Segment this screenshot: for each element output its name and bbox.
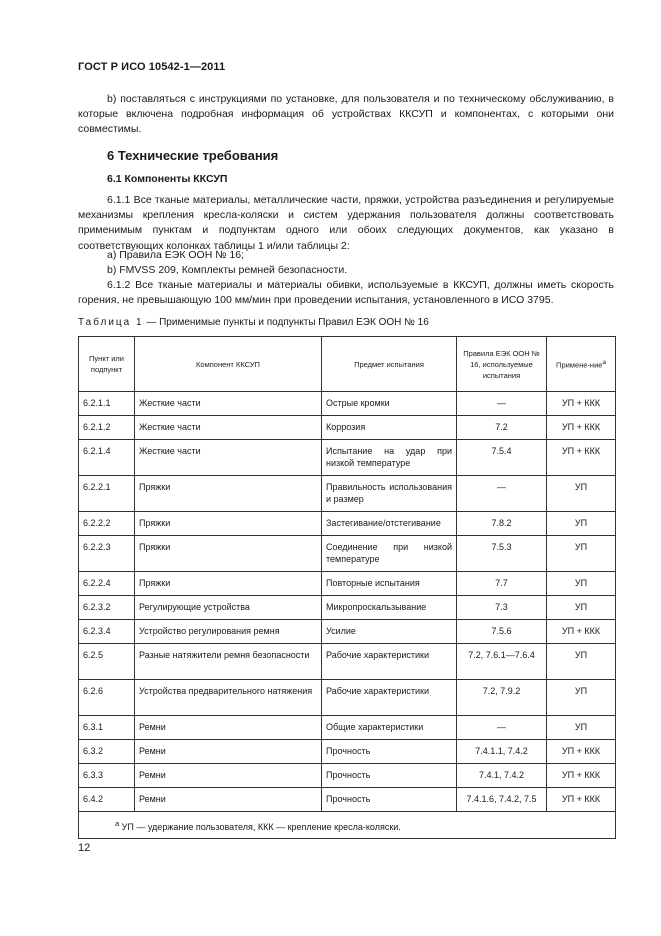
intro-paragraph: b) поставляться с инструкциями по установке, для пользователя и по техническому обслуживанию, в которые включена подробная информация об устройствах ККСУП и компонентах, с которыми они совместимы. <box>78 93 614 136</box>
cell-clause: 6.2.6 <box>79 680 135 716</box>
cell-component: Жесткие части <box>135 416 322 440</box>
cell-rules: 7.8.2 <box>457 512 547 536</box>
cell-application: УП + ККК <box>547 392 616 416</box>
cell-rules: — <box>457 392 547 416</box>
cell-application: УП + ККК <box>547 440 616 476</box>
cell-rules: 7.7 <box>457 572 547 596</box>
cell-clause: 6.2.1.4 <box>79 440 135 476</box>
cell-application: УП <box>547 476 616 512</box>
cell-test: Испытание на удар при низкой температуре <box>322 440 457 476</box>
table-footnote-row <box>79 812 616 839</box>
header-application-sup: a <box>602 359 606 367</box>
table-caption-prefix: Таблица 1 <box>78 317 144 328</box>
cell-test: Усилие <box>322 620 457 644</box>
cell-component: Разные натяжители ремня безопасности <box>135 644 322 680</box>
cell-rules: 7.5.6 <box>457 620 547 644</box>
footnote-text: УП — удержание пользователя, ККК — крепление кресла-коляски. <box>119 821 401 832</box>
cell-clause: 6.2.2.4 <box>79 572 135 596</box>
cell-component: Регулирующие устройства <box>135 596 322 620</box>
cell-application: УП + ККК <box>547 620 616 644</box>
table-row <box>79 572 616 596</box>
cell-test: Микропроскальзывание <box>322 596 457 620</box>
cell-clause: 6.3.1 <box>79 716 135 740</box>
table-row <box>79 740 616 764</box>
table-row <box>79 476 616 512</box>
cell-clause: 6.2.3.4 <box>79 620 135 644</box>
cell-rules: 7.2 <box>457 416 547 440</box>
header-rules: Правила ЕЭК ООН № 16, используемые испытания <box>457 337 547 392</box>
cell-component: Пряжки <box>135 572 322 596</box>
cell-test: Рабочие характеристики <box>322 644 457 680</box>
cell-component: Пряжки <box>135 512 322 536</box>
list-item-b: b) FMVSS 209, Комплекты ремней безопасности. <box>107 264 348 276</box>
table-row <box>79 680 616 716</box>
cell-rules: 7.2, 7.9.2 <box>457 680 547 716</box>
cell-clause: 6.2.1.1 <box>79 392 135 416</box>
cell-application: УП + ККК <box>547 764 616 788</box>
table-row <box>79 416 616 440</box>
cell-application: УП <box>547 536 616 572</box>
cell-application: УП <box>547 596 616 620</box>
cell-application: УП <box>547 716 616 740</box>
cell-component: Ремни <box>135 740 322 764</box>
table-row <box>79 620 616 644</box>
table-row <box>79 788 616 812</box>
cell-test: Общие характеристики <box>322 716 457 740</box>
cell-test: Прочность <box>322 788 457 812</box>
cell-component: Ремни <box>135 788 322 812</box>
cell-component: Устройства предварительного натяжения <box>135 680 322 716</box>
cell-component: Устройство регулирования ремня <box>135 620 322 644</box>
cell-rules: 7.3 <box>457 596 547 620</box>
header-clause: Пункт или подпункт <box>79 337 135 392</box>
cell-test: Прочность <box>322 764 457 788</box>
cell-rules: — <box>457 476 547 512</box>
table-row <box>79 716 616 740</box>
cell-clause: 6.2.2.1 <box>79 476 135 512</box>
cell-rules: 7.2, 7.6.1—7.6.4 <box>457 644 547 680</box>
table-row <box>79 764 616 788</box>
header-application-text: Примене-ние <box>556 360 603 370</box>
paragraph-6-1-1: 6.1.1 Все тканые материалы, металлические части, пряжки, устройства разъединения и регулируемые механизмы крепления кресла-коляски и систем удержания пользователя должны соответствовать применимым пунктам и подпунктам одного или обоих следующих документов, как указано в соответствующих колонках таблицы 1 и/или таблицы 2: <box>78 194 614 252</box>
cell-component: Жесткие части <box>135 440 322 476</box>
cell-test: Соединение при низкой температуре <box>322 536 457 572</box>
header-test: Предмет испытания <box>322 337 457 392</box>
page-number: 12 <box>78 842 91 854</box>
cell-test: Застегивание/отстегивание <box>322 512 457 536</box>
cell-test: Рабочие характеристики <box>322 680 457 716</box>
table-row <box>79 392 616 416</box>
cell-clause: 6.4.2 <box>79 788 135 812</box>
cell-rules: — <box>457 716 547 740</box>
cell-clause: 6.2.2.3 <box>79 536 135 572</box>
cell-rules: 7.4.1.6, 7.4.2, 7.5 <box>457 788 547 812</box>
cell-rules: 7.4.1.1, 7.4.2 <box>457 740 547 764</box>
cell-application: УП + ККК <box>547 416 616 440</box>
cell-rules: 7.5.3 <box>457 536 547 572</box>
cell-component: Пряжки <box>135 476 322 512</box>
table-1 <box>78 336 616 839</box>
cell-test: Коррозия <box>322 416 457 440</box>
subsection-title: 6.1 Компоненты ККСУП <box>107 173 228 185</box>
footnote-mark: a <box>115 818 120 828</box>
header-application <box>547 337 616 392</box>
table-caption-text: — Применимые пункты и подпункты Правил ЕЭК ООН № 16 <box>143 317 429 328</box>
cell-clause: 6.2.5 <box>79 644 135 680</box>
cell-application: УП + ККК <box>547 740 616 764</box>
cell-test: Повторные испытания <box>322 572 457 596</box>
table-header-row <box>79 337 616 392</box>
cell-component: Жесткие части <box>135 392 322 416</box>
cell-clause: 6.2.3.2 <box>79 596 135 620</box>
paragraph-6-1-2: 6.1.2 Все тканые материалы и материалы обивки, используемые в ККСУП, должны иметь скорость горения, не превышающую 100 мм/мин при проведении испытания, установленного в ИСО 3795. <box>78 279 614 307</box>
cell-application: УП <box>547 572 616 596</box>
cell-component: Ремни <box>135 716 322 740</box>
cell-clause: 6.3.2 <box>79 740 135 764</box>
table-row <box>79 596 616 620</box>
table-row <box>79 644 616 680</box>
table-row <box>79 512 616 536</box>
cell-rules: 7.4.1, 7.4.2 <box>457 764 547 788</box>
cell-application: УП <box>547 512 616 536</box>
cell-clause: 6.3.3 <box>79 764 135 788</box>
cell-rules: 7.5.4 <box>457 440 547 476</box>
cell-application: УП + ККК <box>547 788 616 812</box>
cell-test: Правильность использования и размер <box>322 476 457 512</box>
cell-clause: 6.2.1.2 <box>79 416 135 440</box>
table-row <box>79 440 616 476</box>
document-header: ГОСТ Р ИСО 10542-1—2011 <box>78 61 226 73</box>
cell-component: Пряжки <box>135 536 322 572</box>
cell-test: Прочность <box>322 740 457 764</box>
cell-application: УП <box>547 644 616 680</box>
cell-clause: 6.2.2.2 <box>79 512 135 536</box>
cell-application: УП <box>547 680 616 716</box>
table-body <box>79 392 616 839</box>
table-caption <box>78 317 429 328</box>
cell-test: Острые кромки <box>322 392 457 416</box>
cell-component: Ремни <box>135 764 322 788</box>
table-footnote <box>79 812 616 839</box>
list-item-a: a) Правила ЕЭК ООН № 16; <box>107 249 245 261</box>
table-row <box>79 536 616 572</box>
section-title: 6 Технические требования <box>107 148 279 163</box>
header-component: Компонент ККСУП <box>135 337 322 392</box>
